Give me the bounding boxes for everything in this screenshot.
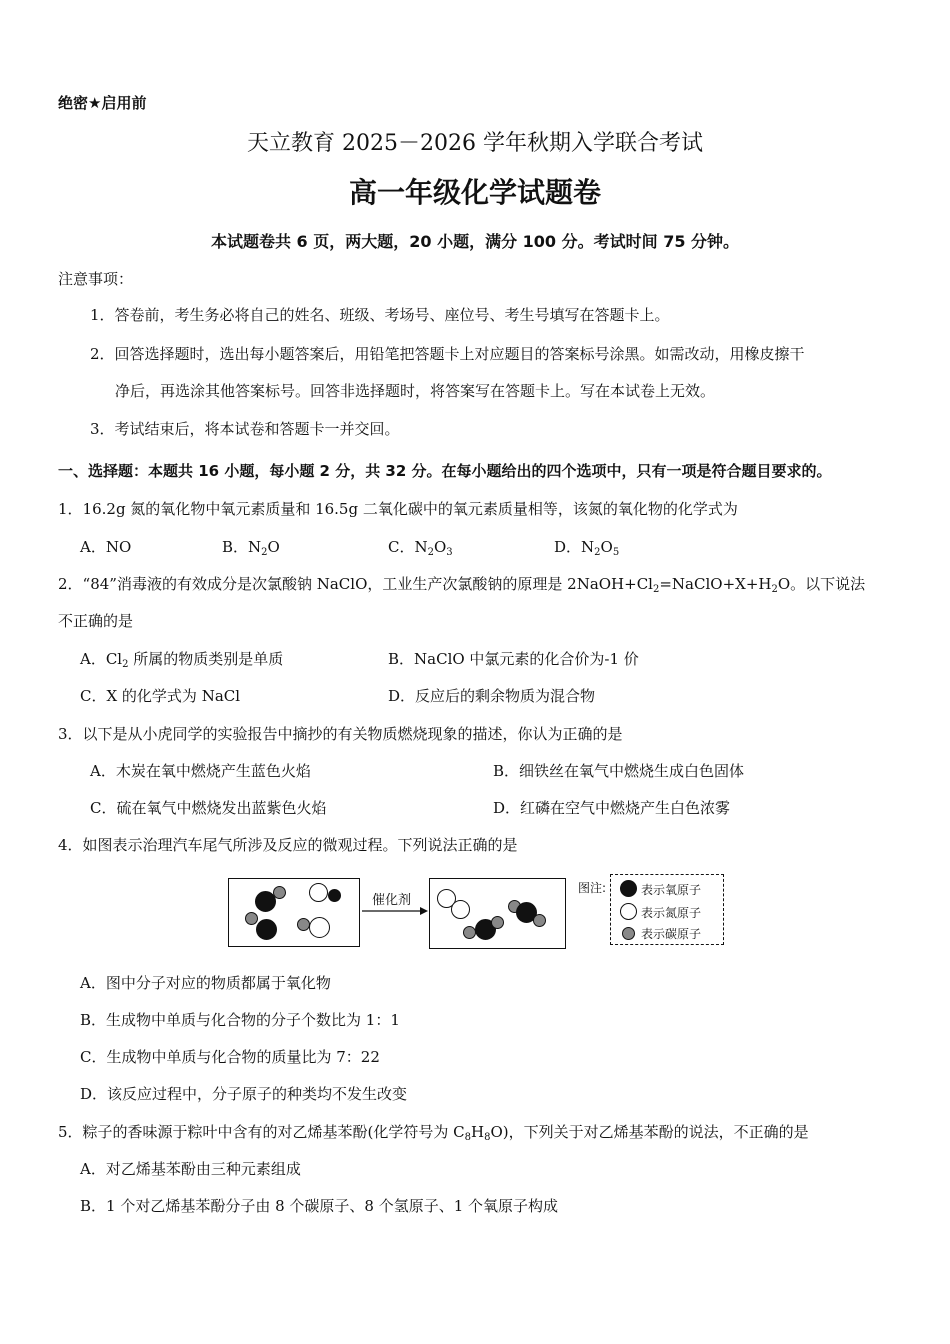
- question-stem-cont: 不正确的是: [58, 612, 134, 630]
- option-b: B．NaClO 中氯元素的化合价为-1 价: [388, 650, 639, 668]
- nitrogen-atom: [451, 900, 470, 919]
- question-stem: 5．粽子的香味源于粽叶中含有的对乙烯基苯酚(化学符号为 $C_8H_8O$)，下列关于对乙烯基苯酚的说法，不正确的是: [58, 1123, 809, 1143]
- option-b: B．$N_2O$: [222, 538, 280, 558]
- paper-info: 本试题卷共 6 页，两大题，20 小题，满分 100 分。考试时间 75 分钟。: [210, 232, 740, 251]
- nitrogen-legend-icon: [620, 903, 637, 920]
- option-a: A．木炭在氧中燃烧产生蓝色火焰: [90, 762, 311, 780]
- reaction-arrow: [360, 904, 430, 918]
- notes-heading: 注意事项：: [58, 270, 134, 288]
- question-stem: 2．“84”消毒液的有效成分是次氯酸钠 NaClO，工业生产次氯酸钠的原理是 $2NaOH+Cl_2=NaClO+X+H_2O$。以下说法: [58, 575, 866, 595]
- exam-title: 天立教育 2025－2026 学年秋期入学联合考试: [247, 131, 703, 156]
- option-c: C．$N_2O_3$: [388, 538, 453, 558]
- carbon-atom: [273, 886, 286, 899]
- option-d: D．反应后的剩余物质为混合物: [388, 687, 596, 705]
- oxygen-atom: [328, 889, 341, 902]
- option-d: D．该反应过程中，分子原子的种类均不发生改变: [80, 1085, 408, 1103]
- option-d: D．$N_2O_5$: [554, 538, 620, 558]
- nitrogen-atom: [309, 883, 328, 902]
- product-box: [429, 878, 566, 949]
- carbon-atom: [491, 916, 504, 929]
- option-b: B．细铁丝在氧气中燃烧生成白色固体: [493, 762, 745, 780]
- option-d: D．红磷在空气中燃烧产生白色浓雾: [493, 799, 731, 817]
- option-a: A．对乙烯基苯酚由三种元素组成: [80, 1160, 301, 1178]
- legend-carbon: 表示碳原子: [641, 927, 702, 941]
- confidential-label: 绝密★启用前: [58, 94, 147, 112]
- carbon-atom: [533, 914, 546, 927]
- note-item: 2．回答选择题时，选出每小题答案后，用铅笔把答题卡上对应题目的答案标号涂黑。如需改动，用橡皮擦干: [90, 345, 805, 363]
- note-item: 3．考试结束后，将本试卷和答题卡一并交回。: [90, 420, 400, 438]
- oxygen-atom: [256, 919, 277, 940]
- legend-oxygen: 表示氧原子: [641, 883, 702, 897]
- legend-title: 图注:: [578, 881, 607, 895]
- note-item: 1．答卷前，考生务必将自己的姓名、班级、考场号、座位号、考生号填写在答题卡上。: [90, 306, 670, 324]
- option-a: A．$Cl_2$ 所属的物质类别是单质: [80, 650, 284, 670]
- question-stem: 3．以下是从小虎同学的实验报告中摘抄的有关物质燃烧现象的描述，你认为正确的是: [58, 725, 623, 743]
- question-stem: 1．16.2g 氮的氧化物中氧元素质量和 16.5g 二氧化碳中的氧元素质量相等，该氮的氧化物的化学式为: [58, 500, 738, 518]
- carbon-atom: [245, 912, 258, 925]
- carbon-atom: [297, 918, 310, 931]
- option-a: A．NO: [80, 538, 132, 556]
- carbon-legend-icon: [622, 927, 635, 940]
- option-a: A．图中分子对应的物质都属于氧化物: [80, 974, 331, 992]
- option-b: B．1 个对乙烯基苯酚分子由 8 个碳原子、8 个氢原子、1 个氧原子构成: [80, 1197, 559, 1215]
- reactant-box: [228, 878, 360, 947]
- option-c: C．硫在氧气中燃烧发出蓝紫色火焰: [90, 799, 327, 817]
- legend-box: [610, 874, 724, 945]
- note-item: 净后，再选涂其他答案标号。回答非选择题时，将答案写在答题卡上。写在本试卷上无效。: [115, 382, 716, 400]
- option-b: B．生成物中单质与化合物的分子个数比为 1：1: [80, 1011, 400, 1029]
- oxygen-legend-icon: [620, 880, 637, 897]
- option-c: C．X 的化学式为 NaCl: [80, 687, 241, 705]
- option-c: C．生成物中单质与化合物的质量比为 7：22: [80, 1048, 380, 1066]
- legend-nitrogen: 表示氮原子: [641, 906, 702, 920]
- catalyst-label: 催化剂: [372, 893, 412, 908]
- nitrogen-atom: [309, 917, 330, 938]
- question-stem: 4．如图表示治理汽车尾气所涉及反应的微观过程。下列说法正确的是: [58, 836, 518, 854]
- paper-title: 高一年级化学试题卷: [348, 176, 601, 209]
- section-heading: 一、选择题：本题共 16 小题，每小题 2 分，共 32 分。在每小题给出的四个选项中，只有一项是符合题目要求的。: [58, 462, 832, 480]
